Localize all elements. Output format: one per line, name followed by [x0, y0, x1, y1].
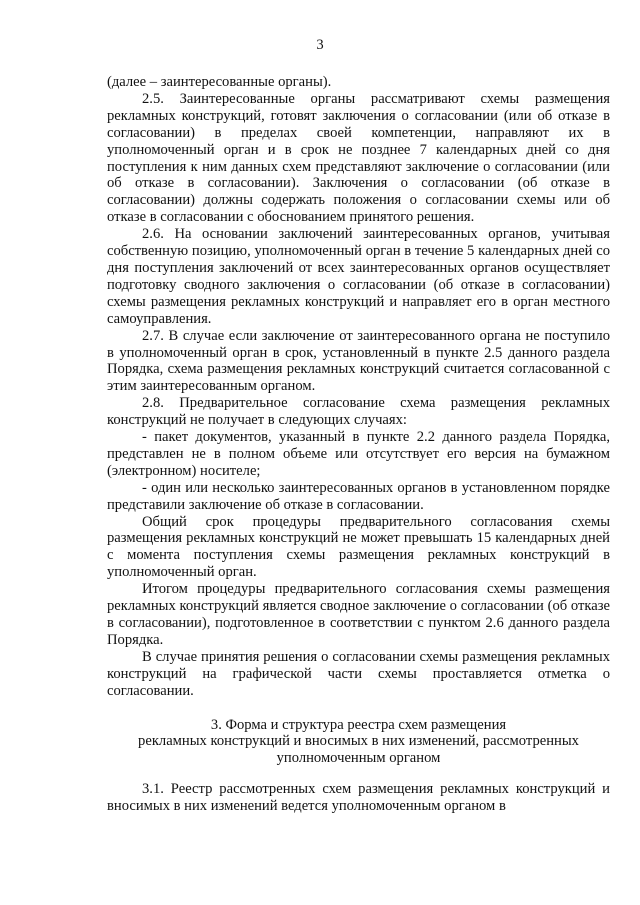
paragraph-total-term: Общий срок процедуры предварительного согласования схемы размещения рекламных конструкций не может превышать 15 календарных дней с момента поступления схемы размещения рекламных конструкций в уполномоченный орган.	[107, 513, 610, 581]
paragraph-2-8: 2.8. Предварительное согласование схема размещения рекламных конструкций не получает в следующих случаях:	[107, 395, 610, 429]
document-body	[107, 74, 610, 815]
list-item-incomplete-package: - пакет документов, указанный в пункте 2.2 данного раздела Порядка, представлен не в полном объеме или отсутствует его версия на бумажном (электронном) носителе;	[107, 429, 610, 479]
paragraph-result: Итогом процедуры предварительного согласования схемы размещения рекламных конструкций является сводное заключение о согласовании (об отказе в согласовании), подготовленное в соответствии с пунктом 2.6 данного раздела Порядка.	[107, 581, 610, 648]
paragraph-2-5: 2.5. Заинтересованные органы рассматривают схемы размещения рекламных конструкций, готовят заключения о согласовании (или об отказе в согласовании) в пределах своей компетенции, направляют их в уполномоченный орган и в срок не позднее 7 календарных дней со дня поступления к ним данных схем представляют заключение о согласовании (или об отказе в согласовании). Заключения о согласовании (об отказе в согласовании) должны содержать положения о согласовании схемы или об отказе в согласовании с обоснованием принятого решения.	[107, 90, 610, 226]
section-heading-line: уполномоченным органом	[276, 750, 441, 767]
section-heading	[107, 717, 610, 768]
paragraph-2-7: 2.7. В случае если заключение от заинтересованного органа не поступило в уполномоченный орган в срок, установленный в пункте 2.5 данного раздела Порядка, схема размещения рекламных конструкций считается согласованной с этим заинтересованным органом.	[107, 327, 610, 395]
section-heading-line: рекламных конструкций и вносимых в них изменений, рассмотренных	[138, 733, 579, 750]
list-item-refusal: - один или несколько заинтересованных органов в установленном порядке представили заключение об отказе в согласовании.	[107, 479, 610, 513]
paragraph-approval-mark: В случае принятия решения о согласовании схемы размещения рекламных конструкций на графической части схемы проставляется отметка о согласовании.	[107, 648, 610, 699]
paragraph-continuation: (далее – заинтересованные органы).	[107, 74, 332, 90]
page-number: 3	[316, 37, 324, 53]
paragraph-2-6: 2.6. На основании заключений заинтересованных органов, учитывая собственную позицию, уполномоченный орган в течение 5 календарных дней со дня поступления заключений от всех заинтересованных органов осуществляет подготовку сводного заключения о согласовании (об отказе в согласовании) схемы размещения рекламных конструкций и направляет его в орган местного самоуправления.	[107, 226, 610, 327]
section-heading-line: 3. Форма и структура реестра схем размещения	[210, 716, 507, 733]
paragraph-3-1: 3.1. Реестр рассмотренных схем размещения рекламных конструкций и вносимых в них изменений ведется уполномоченным органом в	[107, 781, 610, 815]
